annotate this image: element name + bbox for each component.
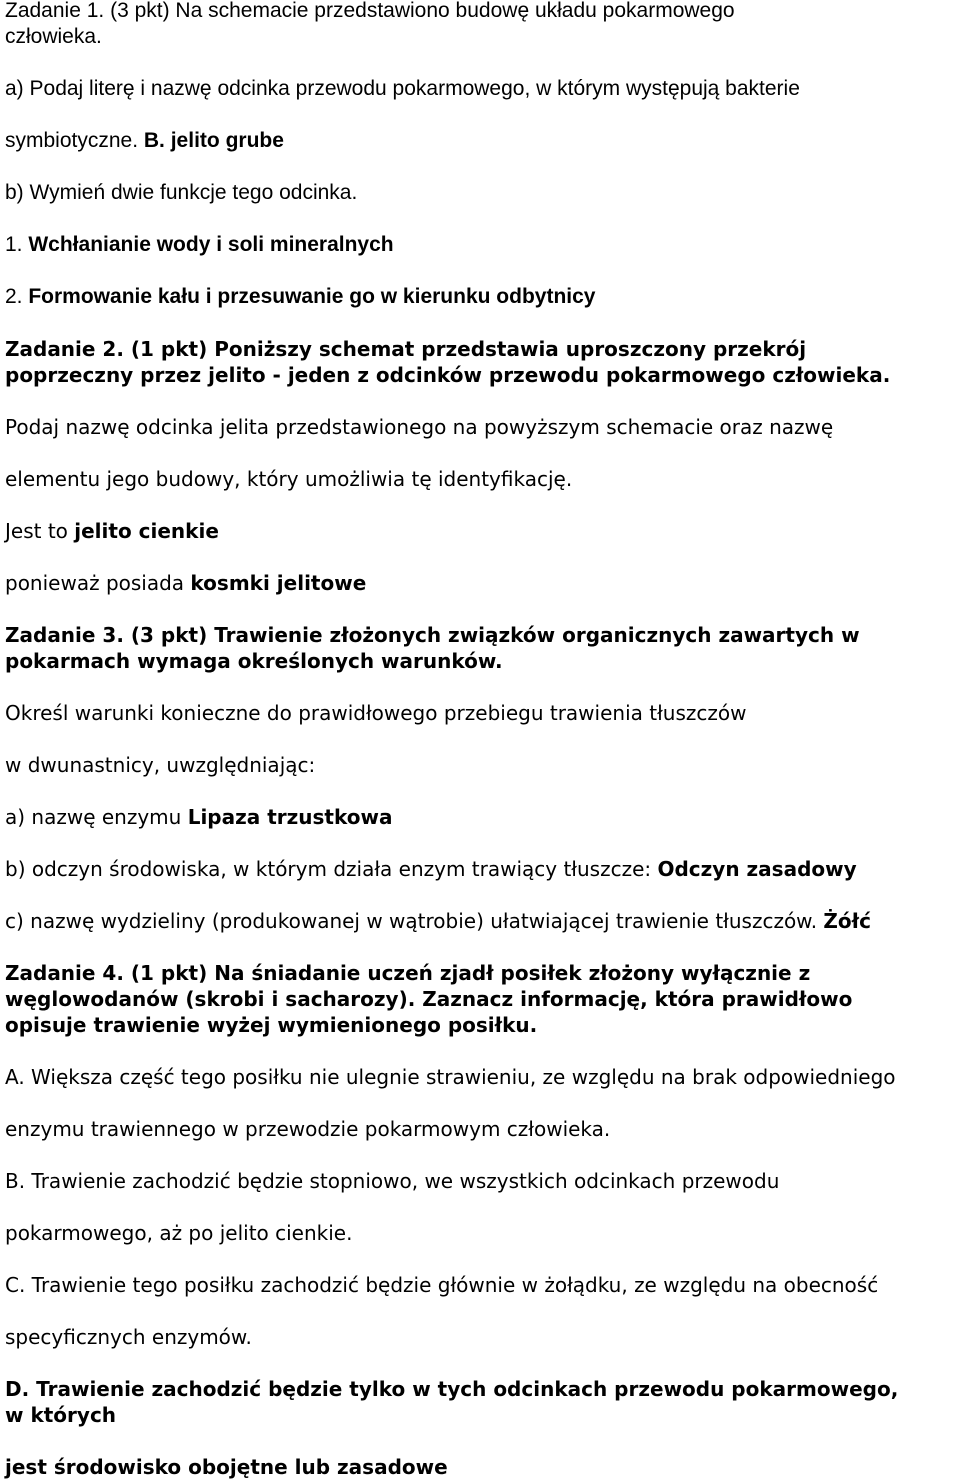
task3-heading-line1: Zadanie 3. (3 pkt) Trawienie złożonych związków organicznych zawartych w <box>5 623 860 647</box>
task3-item-c-prefix: c) nazwę wydzieliny (produkowanej w wątrobie) ułatwiającej trawienie tłuszczów. <box>5 909 818 933</box>
task2-heading-line2: poprzeczny przez jelito - jeden z odcinków przewodu pokarmowego człowieka. <box>5 363 891 387</box>
task2-heading-line1: Zadanie 2. (1 pkt) Poniższy schemat przedstawia uproszczony przekrój <box>5 337 807 361</box>
task2-question-line2: elementu jego budowy, który umożliwia tę identyfikację. <box>5 467 573 491</box>
task4-option-b-line2: pokarmowego, aż po jelito cienkie. <box>5 1221 353 1245</box>
task1-answer-2-number: 2. <box>5 285 23 308</box>
task2-reason-value: kosmki jelitowe <box>190 571 367 595</box>
task1-question-a-line2 <box>5 128 284 154</box>
task4-option-a-line1: A. Większa część tego posiłku nie ulegnie strawieniu, ze względu na brak odpowiedniego <box>5 1065 896 1089</box>
task3-item-b <box>5 856 857 882</box>
task4-option-c-line1: C. Trawienie tego posiłku zachodzić będzie głównie w żołądku, ze względu na obecność <box>5 1273 879 1297</box>
task3-item-c-answer: Żółć <box>823 909 871 933</box>
task1-heading-line2: człowieka. <box>5 25 102 48</box>
task1-question-b: b) Wymień dwie funkcje tego odcinka. <box>5 181 358 204</box>
task4-option-d-line3: jest środowisko obojętne lub zasadowe <box>5 1455 448 1479</box>
task2-reason-prefix: ponieważ posiada <box>5 571 185 595</box>
task3-item-b-prefix: b) odczyn środowiska, w którym działa enzym trawiący tłuszcze: <box>5 857 652 881</box>
task1-heading-line1: Zadanie 1. (3 pkt) Na schemacie przedstawiono budowę układu pokarmowego <box>5 0 735 22</box>
task1-question-a-line1: a) Podaj literę i nazwę odcinka przewodu pokarmowego, w którym występują bakterie <box>5 77 800 100</box>
task3-item-b-answer: Odczyn zasadowy <box>657 857 857 881</box>
task1-answer-2-text: Formowanie kału i przesuwanie go w kierunku odbytnicy <box>28 285 596 308</box>
task3-item-c <box>5 908 871 934</box>
task4-heading-line3: opisuje trawienie wyżej wymienionego posiłku. <box>5 1013 538 1037</box>
task3-heading-line2: pokarmach wymaga określonych warunków. <box>5 649 503 673</box>
task4-option-d-line1: D. Trawienie zachodzić będzie tylko w tych odcinkach przewodu pokarmowego, <box>5 1377 899 1401</box>
task4-option-a-line2: enzymu trawiennego w przewodzie pokarmowym człowieka. <box>5 1117 611 1141</box>
task3-question-line2: w dwunastnicy, uwzględniając: <box>5 753 316 777</box>
task2-reason <box>5 570 366 596</box>
task1-question-a-prefix: symbiotyczne. <box>5 129 139 152</box>
task2-answer-value: jelito cienkie <box>74 519 219 543</box>
task1-answer-1 <box>5 232 394 258</box>
task3-item-a-answer: Lipaza trzustkowa <box>187 805 393 829</box>
task4-option-b-line1: B. Trawienie zachodzić będzie stopniowo, we wszystkich odcinkach przewodu <box>5 1169 780 1193</box>
task4-option-c-line2: specyficznych enzymów. <box>5 1325 252 1349</box>
task3-item-a-prefix: a) nazwę enzymu <box>5 805 182 829</box>
task1-answer-1-text: Wchłanianie wody i soli mineralnych <box>28 233 394 256</box>
task2-question-line1: Podaj nazwę odcinka jelita przedstawionego na powyższym schemacie oraz nazwę <box>5 415 834 439</box>
task2-answer <box>5 518 219 544</box>
task1-answer-a: B. jelito grube <box>143 129 284 152</box>
task3-question-line1: Określ warunki konieczne do prawidłowego przebiegu trawienia tłuszczów <box>5 701 747 725</box>
task1-answer-2 <box>5 284 595 310</box>
task3-item-a <box>5 804 392 830</box>
task2-answer-prefix: Jest to <box>5 519 68 543</box>
task4-option-d-line2: w których <box>5 1403 117 1427</box>
task1-answer-1-number: 1. <box>5 233 23 256</box>
task4-heading-line2: węglowodanów (skrobi i sacharozy). Zaznacz informację, która prawidłowo <box>5 987 853 1011</box>
task4-heading-line1: Zadanie 4. (1 pkt) Na śniadanie uczeń zjadł posiłek złożony wyłącznie z <box>5 961 811 985</box>
